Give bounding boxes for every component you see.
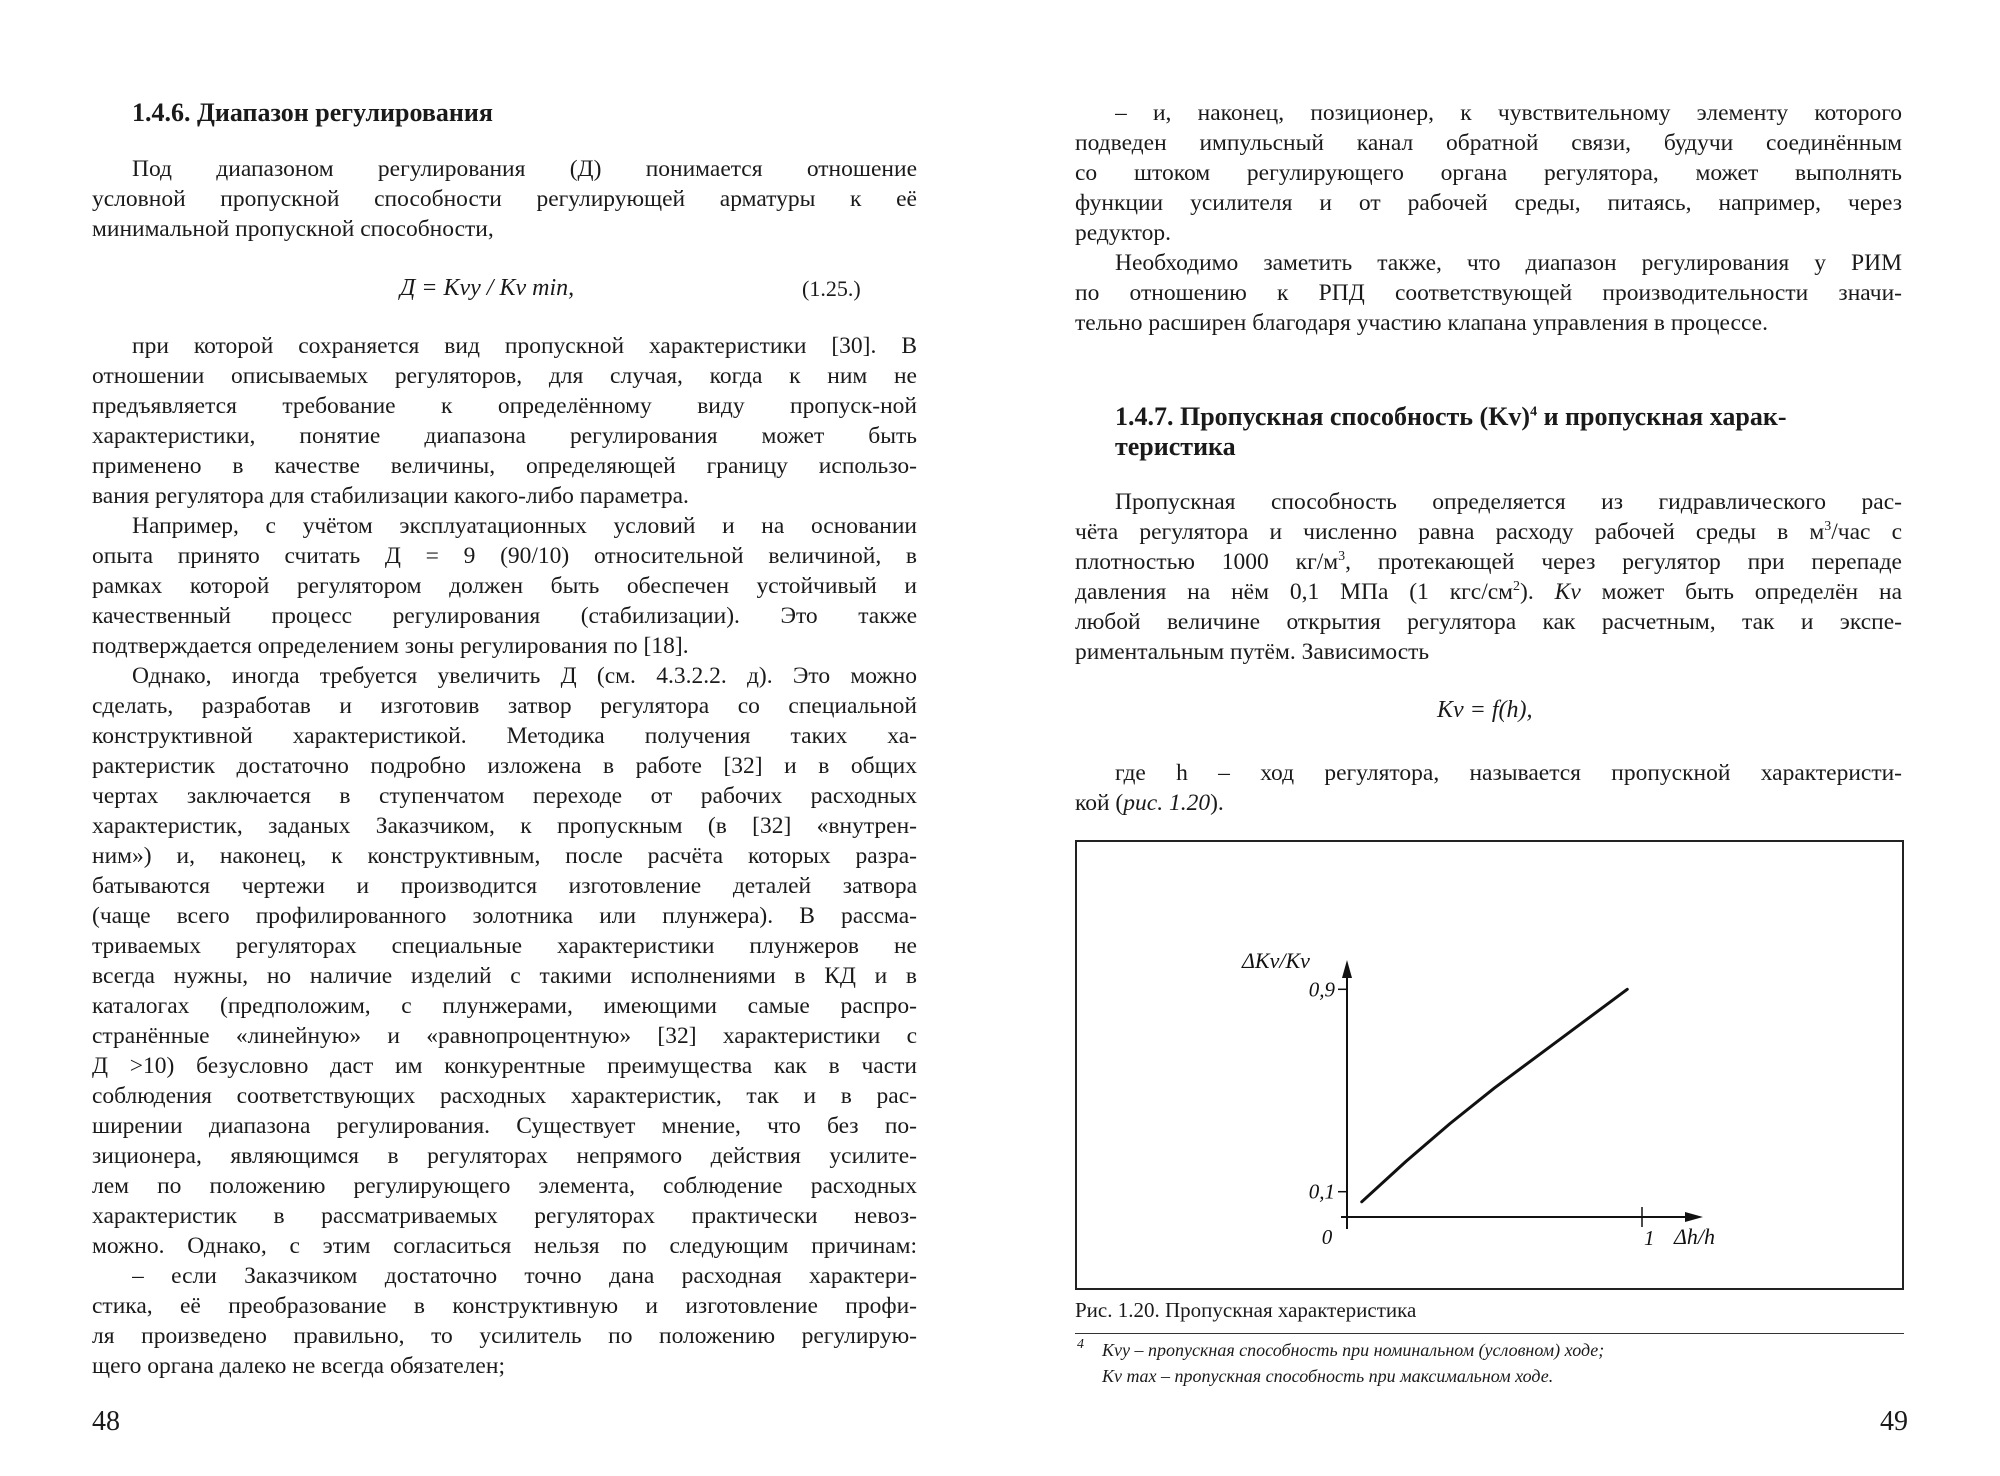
body-line: подведен импульсный канал обратной связи, будучи соединённым	[1075, 130, 1902, 156]
body-line: Например, с учётом эксплуатационных условий и на основании	[132, 513, 917, 539]
body-line: ширении диапазона регулирования. Существует мнение, что без по-	[92, 1113, 917, 1139]
body-line: тельно расширен благодаря участию клапана управления в процессе.	[1075, 310, 1768, 336]
footnote-line: Kv max – пропускная способность при максимальном ходе.	[1102, 1366, 1554, 1386]
y-axis-arrow	[1342, 960, 1352, 978]
body-line: условной пропускной способности регулирующей арматуры к её	[92, 186, 917, 212]
body-line: где h – ход регулятора, называется пропускной характеристи-	[1115, 760, 1902, 786]
body-line: странённые «линейную» и «равнопроцентную» [32] характеристики с	[92, 1023, 917, 1049]
superscript: 3	[1338, 549, 1346, 565]
body-line: триваемых регуляторах специальные характеристики плунжеров не	[92, 933, 917, 959]
body-line: рактеристик достаточно подробно изложена в работе [32] и в общих	[92, 753, 917, 779]
series-line	[1362, 989, 1628, 1202]
y-axis-label: ΔKv/Kv	[1242, 948, 1310, 973]
section-heading-1-4-7-cont: теристика	[1115, 432, 1236, 461]
text-run: /час с	[1831, 519, 1902, 545]
text-run: , протекающей через регулятор при перепаде	[1345, 549, 1902, 575]
body-line: вания регулятора для стабилизации какого-либо параметра.	[92, 483, 689, 509]
figure-1-20-frame	[1075, 840, 1904, 1290]
body-line: зиционера, являющимся в регуляторах непрямого действия усилите-	[92, 1143, 917, 1169]
footnote-ref: 4	[1530, 404, 1538, 420]
figure-reference: рис. 1.20	[1123, 790, 1211, 816]
body-line: лем по положению регулирующего элемента, соблюдение расходных	[92, 1173, 917, 1199]
y-tick-label: 0,9	[1308, 977, 1335, 1002]
body-line	[1075, 577, 1902, 607]
text-run: ).	[1520, 579, 1555, 605]
right-page	[1000, 0, 2000, 1476]
x-tick-label: 1	[1644, 1226, 1655, 1250]
body-line: минимальной пропускной способности,	[92, 216, 494, 242]
body-line: Необходимо заметить также, что диапазон регулирования у РИМ	[1115, 250, 1902, 276]
body-line: качественный процесс регулирования (стабилизации). Это также	[92, 603, 917, 629]
text-run: ).	[1210, 790, 1224, 816]
x-axis-arrow	[1685, 1212, 1703, 1222]
x-axis-label: Δh/h	[1674, 1224, 1716, 1249]
body-line: чертах заключается в ступенчатом переходе от рабочих расходных	[92, 783, 917, 809]
body-line: ним») и, наконец, к конструктивным, после расчёта которых разра-	[92, 843, 917, 869]
body-line: риментальным путём. Зависимость	[1075, 639, 1430, 665]
body-line	[1075, 788, 1902, 818]
body-line: щего органа далеко не всегда обязателен;	[92, 1353, 505, 1379]
body-line: каталогах (предположим, с плунжерами, имеющими самые распро-	[92, 993, 917, 1019]
body-line	[1075, 547, 1902, 577]
heading-text: 1.4.7. Пропускная способность (Kv)	[1115, 402, 1531, 431]
y-tick-label: 0,1	[1308, 1179, 1335, 1204]
chart-passthrough-characteristic	[1077, 842, 1902, 1288]
body-line: при которой сохраняется вид пропускной характеристики [30]. В	[132, 333, 917, 359]
text-run: чёта регулятора и численно равна расходу рабочей среды в м	[1075, 519, 1825, 545]
body-line: характеристик в рассматриваемых регуляторах практически невоз-	[92, 1203, 917, 1229]
body-line: – если Заказчиком достаточно точно дана расходная характери-	[132, 1263, 917, 1289]
page-number-right: 49	[1880, 1406, 1908, 1437]
origin-label: 0	[1321, 1225, 1333, 1249]
formula-number: (1.25.)	[802, 276, 861, 301]
body-line: Под диапазоном регулирования (Д) понимается отношение	[132, 156, 917, 182]
text-run: может быть определён на	[1580, 579, 1902, 605]
footnote-separator	[1075, 1333, 1904, 1334]
body-line: отношении описываемых регуляторов, для случая, когда к ним не	[92, 363, 917, 389]
body-line	[1075, 517, 1902, 547]
body-line: соблюдения соответствующих расходных характеристик, так и в рас-	[92, 1083, 917, 1109]
text-run: плотностью 1000 кг/м	[1075, 549, 1339, 575]
body-line: подтверждается определением зоны регулирования по [18].	[92, 633, 689, 659]
body-line: можно. Однако, с этим согласиться нельзя по следующим причинам:	[92, 1233, 917, 1259]
body-line: (чаще всего профилированного золотника или плунжера). В рассма-	[92, 903, 917, 929]
body-line: характеристик, заданых Заказчиком, к пропускным (в [32] «внутрен-	[92, 813, 917, 839]
body-line: – и, наконец, позиционер, к чувствительному элементу которого	[1115, 100, 1902, 126]
heading-text: и пропускная харак-	[1537, 402, 1787, 431]
section-heading-1-4-7	[1115, 402, 1900, 432]
body-line: любой величине открытия регулятора как расчетным, так и экспе-	[1075, 609, 1902, 635]
body-line: редуктор.	[1075, 220, 1172, 246]
text-run: кой (	[1075, 790, 1124, 816]
body-line: опыта принято считать Д = 9 (90/10) относительной величиной, в	[92, 543, 917, 569]
page-number-left: 48	[92, 1406, 120, 1437]
body-line: Пропускная способность определяется из гидравлического рас-	[1115, 489, 1902, 515]
formula-1-25: Д = Kvy / Kv min,	[400, 275, 575, 301]
footnote-line: Kvy – пропускная способность при номинальном (условном) ходе;	[1102, 1340, 1605, 1360]
body-line: рамках которой регулятором должен быть обеспечен устойчивый и	[92, 573, 917, 599]
body-line: стика, её преобразование в конструктивную и изготовление профи-	[92, 1293, 917, 1319]
body-line: по отношению к РПД соответствующей производительности значи-	[1075, 280, 1902, 306]
body-line: батываются чертежи и производится изготовление деталей затвора	[92, 873, 917, 899]
footnote-marker: 4	[1077, 1337, 1084, 1352]
text-run: давления на нём 0,1 МПа (1 кгс/см	[1075, 579, 1514, 605]
formula-kv: Kv = f(h),	[1437, 697, 1533, 723]
text-run: Kv	[1554, 579, 1581, 605]
body-line: со штоком регулирующего органа регулятора, может выполнять	[1075, 160, 1902, 186]
body-line: функции усилителя и от рабочей среды, питаясь, например, через	[1075, 190, 1902, 216]
superscript: 2	[1513, 579, 1521, 595]
body-line: применено в качестве величины, определяющей границу использо-	[92, 453, 917, 479]
body-line: Однако, иногда требуется увеличить Д (см. 4.3.2.2. д). Это можно	[132, 663, 917, 689]
body-line: Д >10) безусловно даст им конкурентные преимущества как в части	[92, 1053, 917, 1079]
figure-caption: Рис. 1.20. Пропускная характеристика	[1075, 1298, 1417, 1322]
body-line: ля произведено правильно, то усилитель по положению регулирую-	[92, 1323, 917, 1349]
section-heading-1-4-6: 1.4.6. Диапазон регулирования	[132, 98, 493, 127]
body-line: характеристики, понятие диапазона регулирования может быть	[92, 423, 917, 449]
body-line: конструктивной характеристикой. Методика получения таких ха-	[92, 723, 917, 749]
body-line: сделать, разработав и изготовив затвор регулятора со специальной	[92, 693, 917, 719]
superscript: 3	[1824, 519, 1832, 535]
body-line: предъявляется требование к определённому виду пропуск-ной	[92, 393, 917, 419]
body-line: всегда нужны, но наличие изделий с такими исполнениями в КД и в	[92, 963, 917, 989]
